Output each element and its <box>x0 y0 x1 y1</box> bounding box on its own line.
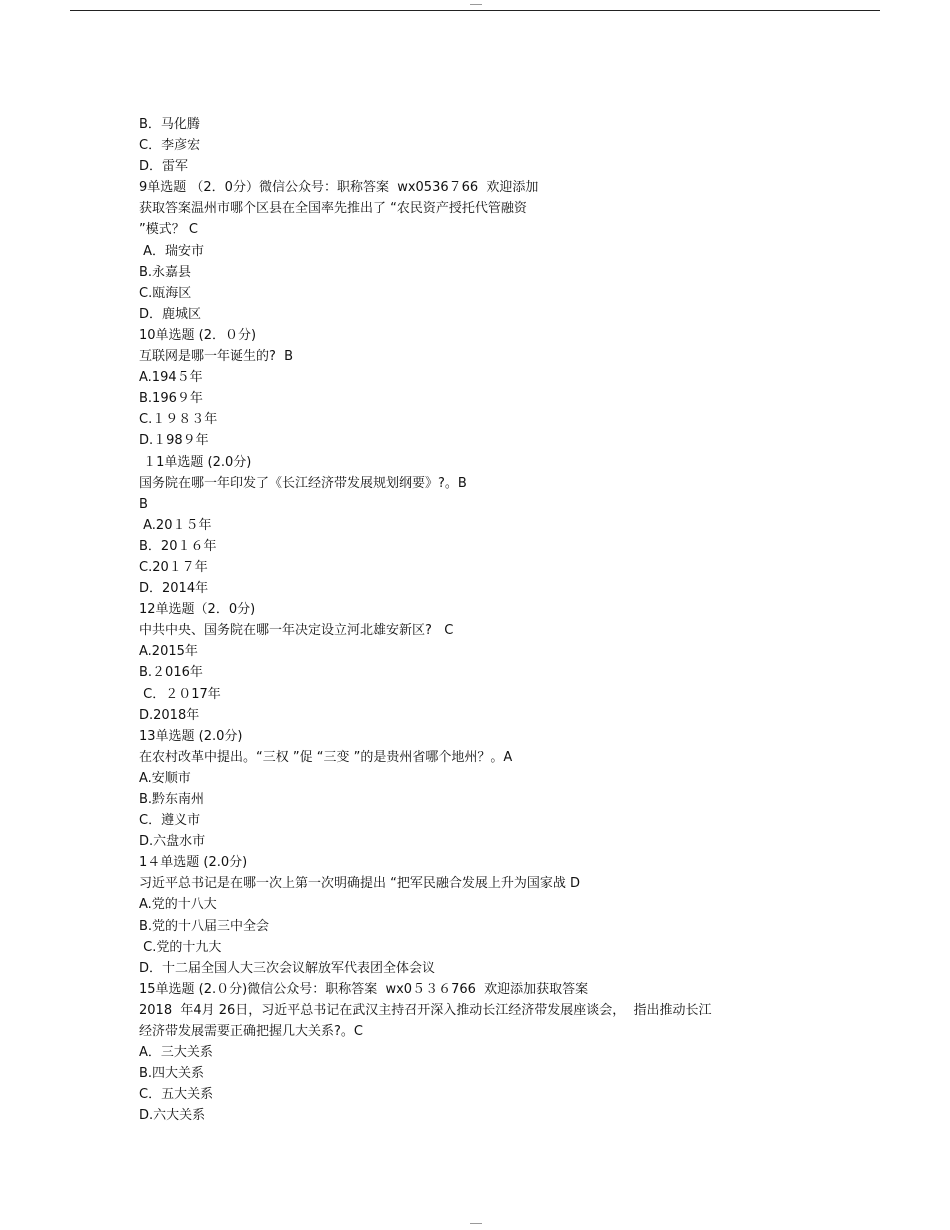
text-line: B．马化腾 <box>139 117 200 132</box>
answer-option: C.１９８３年 <box>139 412 218 428</box>
answer-option: A.党的十八大 <box>139 897 217 913</box>
answer-option: B.四大关系 <box>139 1066 205 1082</box>
question-header: 9单选题 （2．0分）微信公众号：职称答案 wx0536７66 欢迎添加 <box>139 180 539 196</box>
answer-option: D．2014年 <box>139 581 209 597</box>
answer-option: C．２０17年 <box>139 686 221 702</box>
answer-option: B.党的十八届三中全会 <box>139 918 270 934</box>
question-header: 12单选题（2．0分) <box>139 602 256 618</box>
answer-option: C．五大关系 <box>139 1087 214 1103</box>
question-text: 互联网是哪一年诞生的? B <box>139 349 294 365</box>
answer-option: D.１98９年 <box>139 433 209 449</box>
document-body <box>139 114 839 1127</box>
question-text: 2018 年4月 26日，习近平总书记在武汉主持召开深入推动长江经济带发展座谈会， 指出推动长江 <box>139 1002 712 1018</box>
question-header: １1单选题 (2.0分) <box>139 454 252 470</box>
answer-option: A．瑞安市 <box>139 243 205 259</box>
question-text: 经济带发展需要正确把握几大关系?。C <box>139 1024 363 1040</box>
answer-option: C.党的十九大 <box>139 939 222 955</box>
answer-option: A.安顺市 <box>139 770 191 786</box>
answer-option: D.2018年 <box>139 707 200 723</box>
answer-option: B.２016年 <box>139 665 203 681</box>
header-rule <box>70 10 880 11</box>
answer-option: B．20１６年 <box>139 538 217 554</box>
answer-option: A．三大关系 <box>139 1045 213 1061</box>
question-text: ”模式？ C <box>139 222 198 238</box>
question-header: 1４单选题 (2.0分) <box>139 855 248 871</box>
answer-option: A.194５年 <box>139 370 203 386</box>
footer-mark <box>470 1223 482 1224</box>
question-text: 习近平总书记是在哪一次上第一次明确提出 “把军民融合发展上升为国家战 D <box>139 876 581 892</box>
answer-option: C．遵义市 <box>139 813 201 829</box>
answer-option: C.20１７年 <box>139 559 208 575</box>
text-line: C．李彦宏 <box>139 138 201 154</box>
answer-option: D．鹿城区 <box>139 306 202 322</box>
text-line: D．雷军 <box>139 159 189 175</box>
question-text: 国务院在哪一年印发了《长江经济带发展规划纲要》?。B <box>139 475 467 491</box>
question-header: 15单选题 (2.０分)微信公众号：职称答案 wx0５３６766 欢迎添加获取答案 <box>139 981 589 997</box>
answer-option: D.六盘水市 <box>139 834 206 850</box>
header-mark <box>470 4 482 5</box>
question-text: 获取答案温州市哪个区县在全国率先推出了 “农民资产授托代管融资 <box>139 201 527 217</box>
answer-option: B.196９年 <box>139 391 203 407</box>
question-text: 中共中央、国务院在哪一年决定设立河北雄安新区? C <box>139 623 454 639</box>
question-header: 13单选题 (2.0分) <box>139 728 243 744</box>
answer-option: B.永嘉县 <box>139 264 192 280</box>
answer-option: A.2015年 <box>139 644 198 660</box>
question-text: 在农村改革中提出。“三权 ”促 “三变 ”的是贵州省哪个地州？。A <box>139 749 513 765</box>
answer-option: C.瓯海区 <box>139 285 192 301</box>
answer-option: D.六大关系 <box>139 1108 206 1124</box>
question-text: B <box>139 496 148 512</box>
answer-option: D．十二届全国人大三次会议解放军代表团全体会议 <box>139 960 436 976</box>
answer-option: B.黔东南州 <box>139 792 205 807</box>
answer-option: A.20１５年 <box>139 517 212 533</box>
question-header: 10单选题 (2．０分) <box>139 327 257 343</box>
